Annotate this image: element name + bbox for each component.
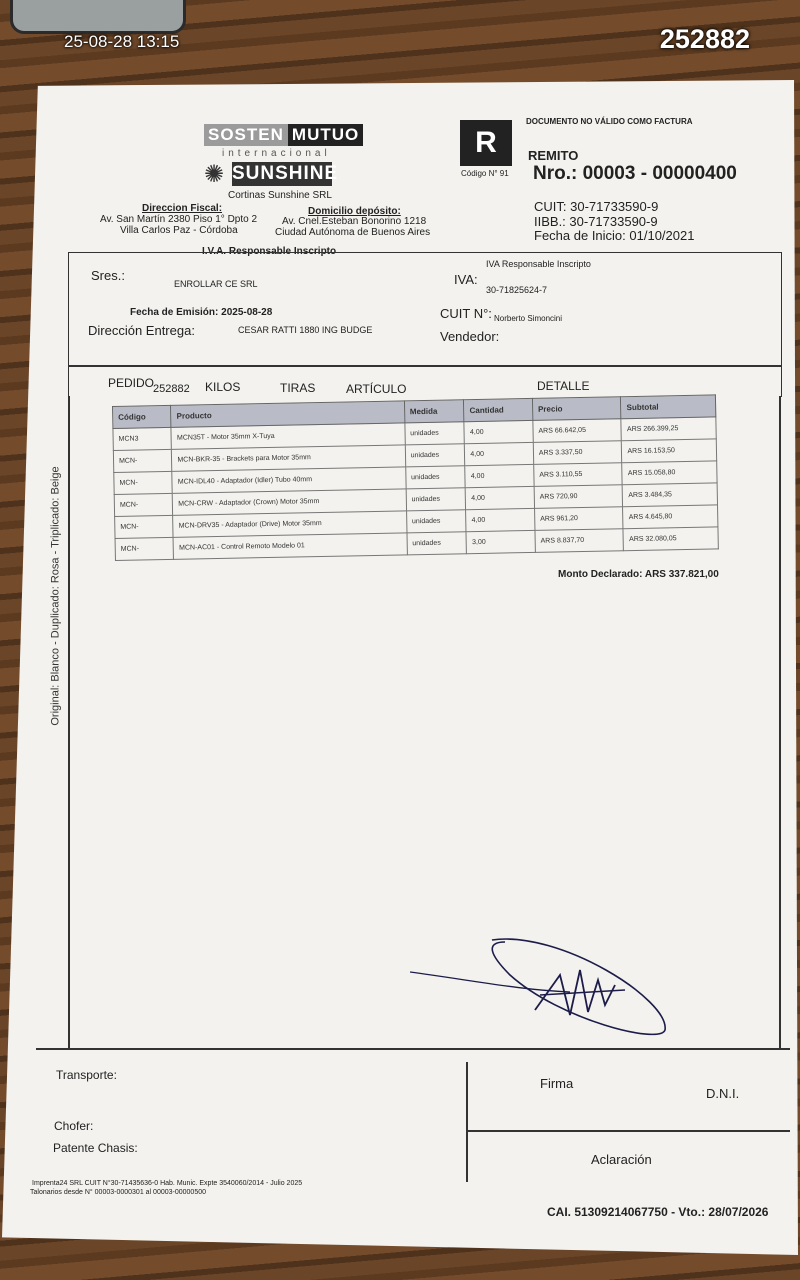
cell: ARS 266.399,25 xyxy=(621,417,716,441)
cell: ARS 32.080,05 xyxy=(623,527,718,551)
company-name: Cortinas Sunshine SRL xyxy=(228,190,332,201)
tiras-label: TIRAS xyxy=(280,381,316,395)
deposit-line1: Av. Cnel.Esteban Bonorino 1218 xyxy=(282,216,427,227)
cell: MCN-DRV35 - Adaptador (Drive) Motor 35mm xyxy=(173,511,407,537)
vendedor-label: Vendedor: xyxy=(440,329,500,344)
footer-divider xyxy=(466,1062,468,1182)
photo-timestamp: 25-08-28 13:15 xyxy=(64,32,180,51)
cell: 4,00 xyxy=(465,464,534,487)
col-precio: Precio xyxy=(532,397,621,421)
cell: 4,00 xyxy=(464,420,533,443)
cell: MCN- xyxy=(114,471,173,494)
codigo-number: Código N° 91 xyxy=(461,169,509,178)
cell: MCN- xyxy=(115,537,174,560)
col-producto: Producto xyxy=(171,401,405,427)
cell: unidades xyxy=(405,444,465,467)
doc-number: Nro.: 00003 - 00000400 xyxy=(533,163,737,184)
copies-legend: Original: Blanco - Duplicado: Rosa - Triplicado: Beige xyxy=(49,466,62,726)
cell: unidades xyxy=(407,532,467,555)
phone-edge xyxy=(10,0,186,34)
transporte-label: Transporte: xyxy=(56,1068,117,1082)
cell: unidades xyxy=(405,466,465,489)
cell: ARS 961,20 xyxy=(534,507,623,531)
detalle-label: DETALLE xyxy=(537,379,590,393)
fiscal-line1: Av. San Martín 2380 Piso 1° Dpto 2 xyxy=(100,214,258,225)
client-cuit-value: 30-71825624-7 xyxy=(486,285,548,295)
cell: ARS 8.837,70 xyxy=(535,529,624,553)
cell: ARS 16.153,50 xyxy=(622,439,717,463)
chofer-label: Chofer: xyxy=(54,1119,94,1133)
iva-label: IVA: xyxy=(454,272,478,287)
dni-label: D.N.I. xyxy=(706,1086,740,1101)
col-subtotal: Subtotal xyxy=(621,395,716,419)
cell: 4,00 xyxy=(466,486,535,509)
cell: ARS 3.337,50 xyxy=(533,441,622,465)
cell: MCN-BKR-35 - Brackets para Motor 35mm xyxy=(172,445,406,471)
cell: 4,00 xyxy=(465,442,534,465)
cell: ARS 3.484,35 xyxy=(623,483,718,507)
articulo-label: ARTÍCULO xyxy=(346,382,407,396)
iva-condition: I.V.A. Responsable Inscripto xyxy=(202,246,337,257)
cell: ARS 3.110,55 xyxy=(534,463,623,487)
cell: 4,00 xyxy=(466,508,535,531)
col-medida: Medida xyxy=(404,400,464,423)
iva-value: IVA Responsable Inscripto xyxy=(486,259,591,269)
direccion-value: CESAR RATTI 1880 ING BUDGE xyxy=(238,325,373,335)
fiscal-label: Direccion Fiscal: xyxy=(142,203,223,214)
footer-box xyxy=(36,1048,790,1182)
cell: MCN- xyxy=(114,493,173,516)
iibb: IIBB.: 30-71733590-9 xyxy=(534,214,658,229)
pedido-label: PEDIDO xyxy=(108,376,155,390)
sres-value: ENROLLAR CE SRL xyxy=(174,279,258,289)
deposit-line2: Ciudad Autónoma de Buenos Aires xyxy=(275,227,431,238)
cell: MCN-AC01 - Control Remoto Modelo 01 xyxy=(173,533,407,559)
fiscal-line2: Villa Carlos Paz - Córdoba xyxy=(120,225,238,236)
cell: MCN35T - Motor 35mm X-Tuya xyxy=(171,423,405,449)
cuit-label: CUIT N°: xyxy=(440,306,492,321)
footer-hline xyxy=(468,1130,790,1132)
photo-id-number: 252882 xyxy=(659,24,750,54)
cell: ARS 15.058,80 xyxy=(622,461,717,485)
cuit: CUIT: 30-71733590-9 xyxy=(534,199,659,214)
printer-line2: Talonarios desde N° 00003-0000301 al 00003-00000500 xyxy=(30,1189,206,1196)
deposit-label: Domicilio depósito: xyxy=(308,206,401,217)
start-date: Fecha de Inicio: 01/10/2021 xyxy=(534,228,695,243)
cell: unidades xyxy=(406,488,466,511)
cell: ARS 4.645,80 xyxy=(623,505,718,529)
right-border xyxy=(779,396,781,1048)
cell: MCN-CRW - Adaptador (Crown) Motor 35mm xyxy=(173,489,407,515)
sres-label: Sres.: xyxy=(91,268,125,283)
left-border xyxy=(68,396,70,1048)
logo-internacional: internacional xyxy=(222,148,331,159)
logo-sunshine: SUNSHINE xyxy=(232,163,339,184)
doc-type: REMITO xyxy=(528,148,579,163)
direccion-label: Dirección Entrega: xyxy=(88,323,195,338)
patente-label: Patente Chasis: xyxy=(53,1141,138,1155)
cell: unidades xyxy=(406,510,466,533)
cell: ARS 66.642,05 xyxy=(533,419,622,443)
col-codigo: Código xyxy=(113,405,172,428)
cell: MCN-IDL40 - Adaptador (Idler) Tubo 40mm xyxy=(172,467,406,493)
sun-icon: ✺ xyxy=(204,161,225,188)
cai-number: CAI. 51309214067750 - Vto.: 28/07/2026 xyxy=(547,1205,769,1219)
firma-label: Firma xyxy=(540,1076,574,1091)
logo-sosten-mutuo: SOSTEN MUTUO xyxy=(204,124,356,146)
handwritten-signature xyxy=(410,930,680,1040)
emission-date: Fecha de Emisión: 2025-08-28 xyxy=(130,307,273,318)
col-cantidad: Cantidad xyxy=(464,398,533,421)
cell: MCN- xyxy=(115,515,174,538)
cell: unidades xyxy=(405,422,465,445)
aclaracion-label: Aclaración xyxy=(591,1152,652,1167)
items-table xyxy=(112,394,719,561)
not-valid-notice: DOCUMENTO NO VÁLIDO COMO FACTURA xyxy=(526,117,693,126)
printer-line1: Imprenta24 SRL CUIT N°30-71435636-0 Hab. Munic. Expte 3540060/2014 - Julio 2025 xyxy=(32,1180,303,1187)
kilos-label: KILOS xyxy=(205,380,241,394)
cell: MCN3 xyxy=(113,427,172,450)
vendedor-value: Norberto Simoncini xyxy=(494,314,563,323)
cell: ARS 720,90 xyxy=(534,485,623,509)
letter-box: R xyxy=(460,120,512,166)
cell: 3,00 xyxy=(466,530,535,553)
cell: MCN- xyxy=(113,449,172,472)
pedido-value: 252882 xyxy=(153,383,190,395)
total-amount: Monto Declarado: ARS 337.821,00 xyxy=(558,569,719,580)
